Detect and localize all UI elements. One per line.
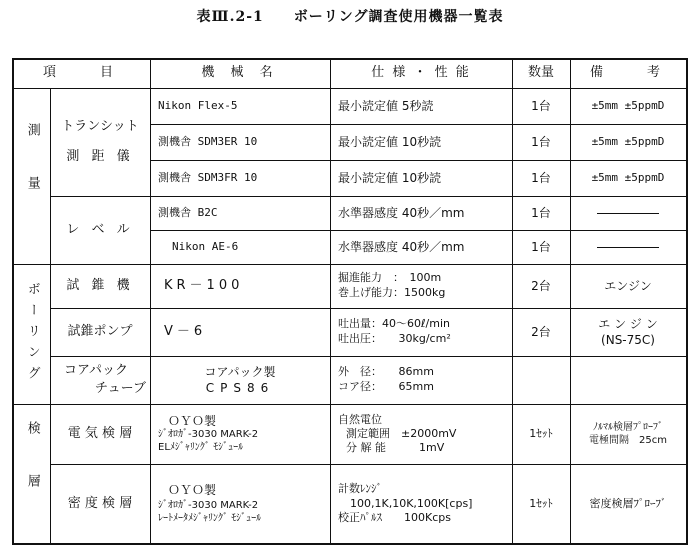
dash-rule <box>597 213 659 214</box>
dash-rule <box>597 247 659 248</box>
item-level: レ ベ ル <box>66 222 134 238</box>
row8-qty: 1ｾｯﾄ <box>529 426 553 440</box>
row3-spec: 水準器感度 40秒／mm <box>338 205 465 220</box>
row6-spec-line1: 吐出量：40～60ℓ/min <box>338 317 450 331</box>
row6-remarks-line1: エ ン ジ ン <box>598 316 658 331</box>
row3-remarks <box>570 196 686 230</box>
item-core-tube <box>50 356 150 404</box>
row8-remarks <box>570 404 686 464</box>
row7-spec-line1: 外 径： 86mm <box>338 365 434 379</box>
item-electric: 電 気 検 層 <box>67 426 133 442</box>
row8-machine-line3: ELﾒｼﾞｬﾘﾝｸﾞ ﾓｼﾞｭｰﾙ <box>158 441 244 453</box>
row0-machine: Nikon Flex-5 <box>158 98 238 112</box>
item-core-tube-line1: コアパック <box>64 363 128 379</box>
row8-remarks-line2: 電極間隔 25cm <box>589 435 667 446</box>
equipment-table <box>12 58 688 544</box>
row8-machine-line1: ＯＹＯ製 <box>168 414 217 428</box>
row2-remarks: ±5mm ±5ppmD <box>591 170 665 184</box>
header-spec: 仕 様 ・ 性 能 <box>371 65 471 81</box>
header-item: 項 目 <box>42 65 119 81</box>
row9-spec-line3: 校正ﾊﾟﾙｽ 100Kcps <box>338 511 451 525</box>
row0-remarks: ±5mm ±5ppmD <box>591 98 665 112</box>
row8-spec-line2: 測定範囲 ±2000mV <box>346 427 457 441</box>
row9-spec-line1: 計数ﾚﾝｼﾞ <box>338 481 382 495</box>
page-title: 表Ⅲ.2-1 ボーリング調査使用機器一覧表 <box>196 9 504 25</box>
row5-spec-line1: 掘進能力 ： 100m <box>338 271 442 285</box>
item-rangefinder: 測 距 儀 <box>66 149 134 164</box>
row9-remarks: 密度検層ﾌﾟﾛｰﾌﾞ <box>589 496 667 510</box>
row1-machine: 測機舎 SDM3ER 10 <box>158 134 258 148</box>
header-remarks: 備 考 <box>589 65 666 81</box>
item-density: 密 度 検 層 <box>67 496 133 512</box>
row7-qty <box>512 356 570 404</box>
row3-qty: 1台 <box>531 205 551 220</box>
row7-machine-line2: CPS86 <box>205 381 275 395</box>
table-border <box>686 58 688 545</box>
row7-machine-line1: コアパック製 <box>204 364 276 379</box>
row5-qty: 2台 <box>531 278 551 293</box>
row9-machine <box>150 464 330 544</box>
row7-remarks <box>570 356 686 404</box>
row6-spec <box>330 308 512 356</box>
group-logging <box>14 404 50 544</box>
row8-remarks-line1: ﾉﾙﾏﾙ検層ﾌﾟﾛｰﾌﾞ <box>593 421 663 433</box>
row5-remarks: エンジン <box>604 278 652 293</box>
row9-qty: 1ｾｯﾄ <box>529 496 553 510</box>
row9-machine-line1: ＯＹＯ製 <box>168 483 217 498</box>
row0-qty: 1台 <box>531 98 551 113</box>
header-machine: 機 械 名 <box>201 65 279 81</box>
row8-spec-line1: 自然電位 <box>338 413 382 427</box>
row8-spec-line3: 分 解 能 1mV <box>346 440 445 454</box>
row9-machine-line3: ﾚｰﾄﾒｰﾀﾒｼﾞｬﾘﾝｸﾞ ﾓｼﾞｭｰﾙ <box>158 512 262 524</box>
row7-spec-line2: コア径： 65mm <box>338 380 434 393</box>
row2-machine: 測機舎 SDM3FR 10 <box>158 170 258 184</box>
row3-machine: 測機舎 B2C <box>158 205 218 219</box>
row7-machine <box>150 356 330 404</box>
row5-spec <box>330 264 512 308</box>
row6-remarks <box>570 308 686 356</box>
row9-spec-line2: 100,1K,10K,100K[cps] <box>350 496 473 510</box>
row5-spec-line2: 巻上げ能力：1500kg <box>338 286 446 299</box>
row1-remarks: ±5mm ±5ppmD <box>591 134 665 148</box>
row4-machine: Nikon AE-6 <box>172 239 239 253</box>
row5-machine: KR－100 <box>164 278 244 294</box>
item-transit: トランシット <box>61 119 139 135</box>
row4-qty: 1台 <box>531 239 551 254</box>
row4-remarks <box>570 230 686 264</box>
row6-spec-line2: 吐出圧： 30kg/cm² <box>338 332 451 345</box>
item-core-tube-line2: チューブ <box>95 381 146 396</box>
row9-spec <box>330 464 512 544</box>
row8-spec <box>330 404 512 464</box>
row2-spec: 最小読定値 10秒読 <box>338 170 442 185</box>
row6-machine: V－6 <box>164 324 207 340</box>
group-boring <box>14 264 50 404</box>
group-survey <box>14 88 50 264</box>
row6-remarks-line2: (NS-75C) <box>601 333 655 347</box>
row6-qty: 2台 <box>531 324 551 339</box>
row7-spec <box>330 356 512 404</box>
item-pump: 試錐ポンプ <box>67 324 133 340</box>
item-rig: 試 錐 機 <box>66 278 134 294</box>
row4-spec: 水準器感度 40秒／mm <box>338 239 465 254</box>
row0-spec: 最小読定値 5秒読 <box>338 98 434 113</box>
header-qty: 数量 <box>527 65 554 81</box>
row8-machine <box>150 404 330 464</box>
row1-qty: 1台 <box>531 134 551 149</box>
group-boring-label: ボーリング <box>24 281 40 387</box>
row9-machine-line2: ｼﾞｵﾛｶﾞ-3030 MARK-2 <box>158 499 259 511</box>
row8-machine-line2: ｼﾞｵﾛｶﾞ-3030 MARK-2 <box>158 429 259 440</box>
item-transit-rangefinder <box>50 88 150 196</box>
row2-qty: 1台 <box>531 170 551 185</box>
group-logging-label: 検層 <box>24 421 40 527</box>
row1-spec: 最小読定値 10秒読 <box>338 134 442 149</box>
group-survey-label: 測量 <box>24 123 40 229</box>
